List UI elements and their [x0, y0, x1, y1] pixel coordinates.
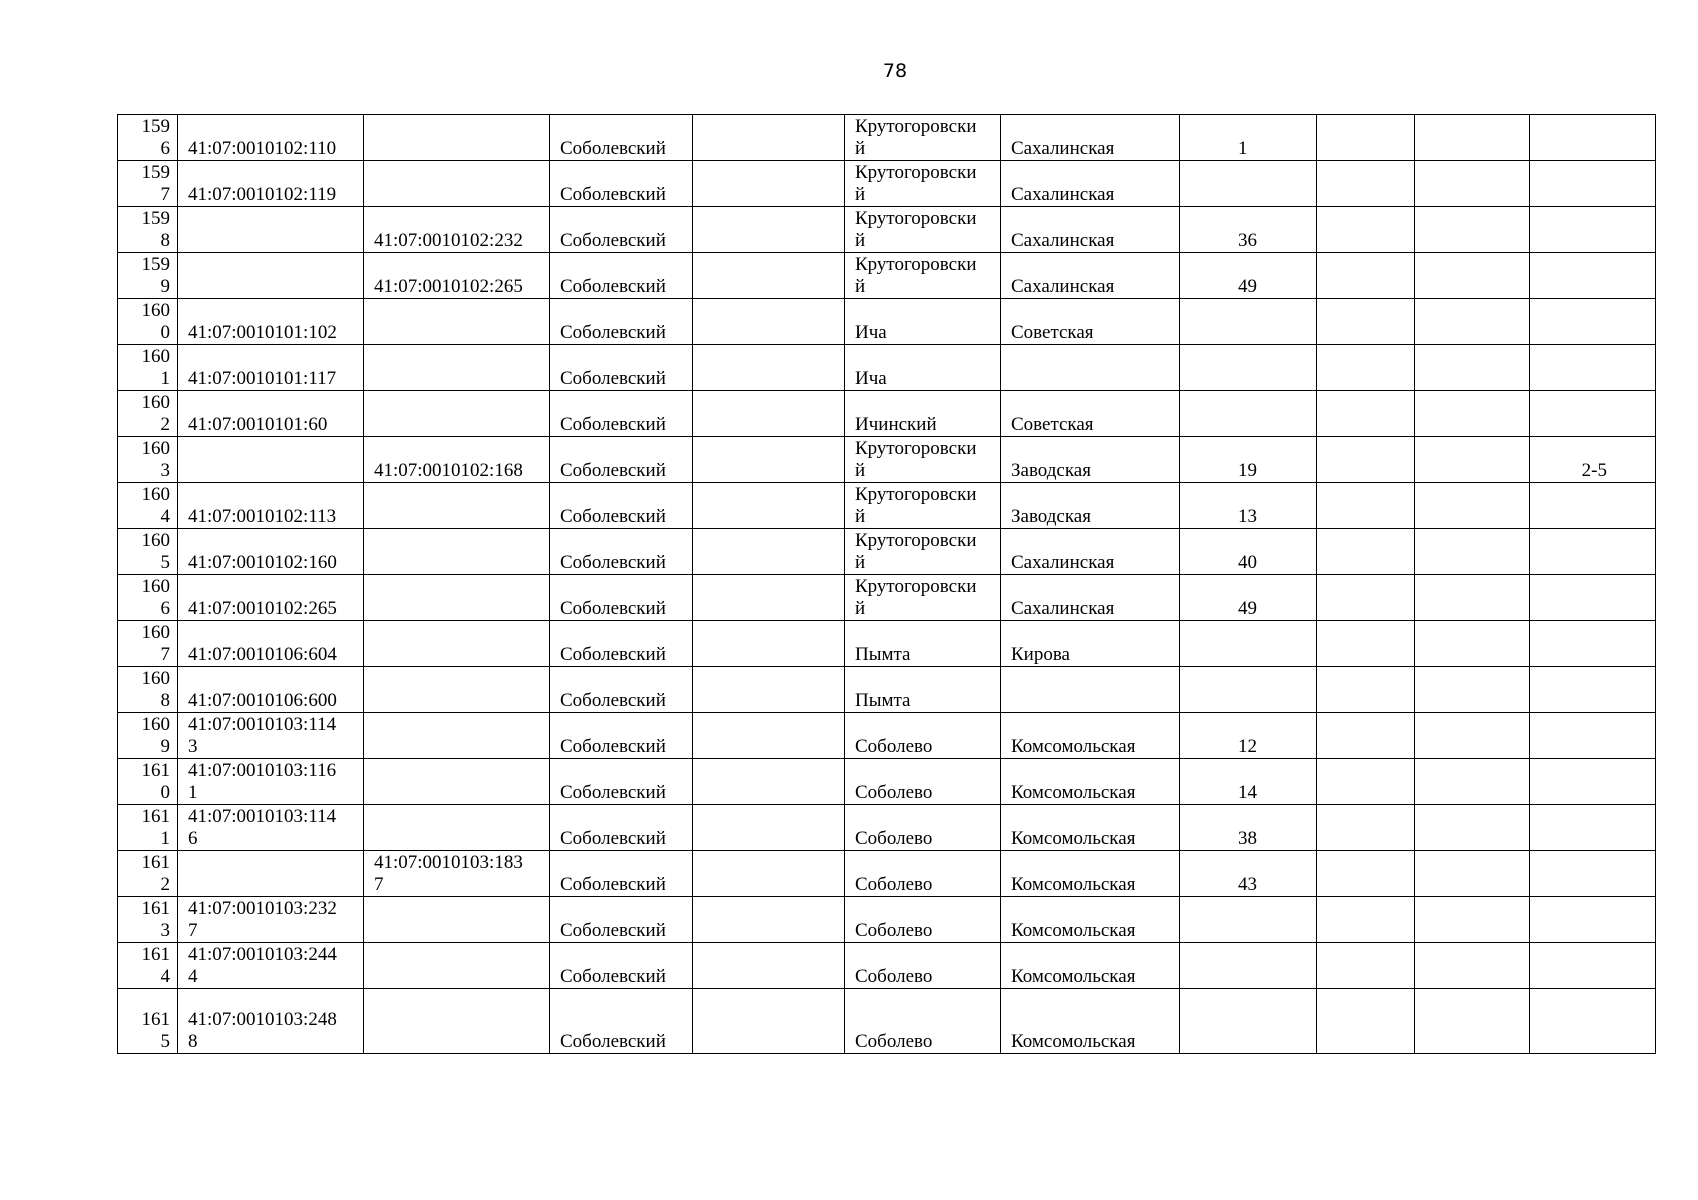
apartment-cell	[1530, 759, 1656, 805]
empty-cell	[693, 345, 845, 391]
house-number-cell: 1	[1180, 115, 1317, 161]
street-cell	[1001, 345, 1180, 391]
row-number-cell: 161 3	[118, 897, 178, 943]
house-number-cell: 36	[1180, 207, 1317, 253]
apartment-cell	[1530, 299, 1656, 345]
empty-cell	[1317, 851, 1415, 897]
empty-cell	[1415, 575, 1530, 621]
cadastral-number-cell: 41:07:0010103:248 8	[178, 989, 364, 1054]
empty-cell	[693, 529, 845, 575]
empty-cell	[693, 299, 845, 345]
building-cadastral-number-cell: 41:07:0010102:232	[364, 207, 550, 253]
house-number-cell	[1180, 989, 1317, 1054]
page-number: 78	[882, 60, 908, 82]
cadastral-number-cell: 41:07:0010103:114 6	[178, 805, 364, 851]
street-cell: Кирова	[1001, 621, 1180, 667]
street-cell: Советская	[1001, 299, 1180, 345]
empty-cell	[1415, 759, 1530, 805]
house-number-cell: 40	[1180, 529, 1317, 575]
street-cell: Комсомольская	[1001, 851, 1180, 897]
building-cadastral-number-cell	[364, 299, 550, 345]
building-cadastral-number-cell: 41:07:0010102:168	[364, 437, 550, 483]
house-number-cell	[1180, 943, 1317, 989]
settlement-cell: Крутогоровски й	[845, 253, 1001, 299]
cadastral-number-cell	[178, 253, 364, 299]
building-cadastral-number-cell	[364, 667, 550, 713]
building-cadastral-number-cell	[364, 345, 550, 391]
empty-cell	[1415, 667, 1530, 713]
building-cadastral-number-cell	[364, 713, 550, 759]
street-cell: Сахалинская	[1001, 253, 1180, 299]
table-row	[118, 115, 1656, 161]
street-cell: Заводская	[1001, 483, 1180, 529]
empty-cell	[1317, 391, 1415, 437]
empty-cell	[693, 897, 845, 943]
district-cell: Соболевский	[550, 897, 693, 943]
house-number-cell: 12	[1180, 713, 1317, 759]
empty-cell	[693, 667, 845, 713]
apartment-cell	[1530, 161, 1656, 207]
building-cadastral-number-cell	[364, 115, 550, 161]
house-number-cell: 49	[1180, 253, 1317, 299]
settlement-cell: Крутогоровски й	[845, 161, 1001, 207]
empty-cell	[1415, 161, 1530, 207]
house-number-cell	[1180, 621, 1317, 667]
district-cell: Соболевский	[550, 437, 693, 483]
street-cell: Заводская	[1001, 437, 1180, 483]
row-number-cell: 161 1	[118, 805, 178, 851]
empty-cell	[693, 391, 845, 437]
row-number-cell: 159 8	[118, 207, 178, 253]
empty-cell	[1415, 253, 1530, 299]
cadastral-number-cell	[178, 437, 364, 483]
house-number-cell: 13	[1180, 483, 1317, 529]
district-cell: Соболевский	[550, 621, 693, 667]
apartment-cell	[1530, 805, 1656, 851]
cadastral-number-cell: 41:07:0010103:232 7	[178, 897, 364, 943]
row-number-cell: 160 7	[118, 621, 178, 667]
settlement-cell: Крутогоровски й	[845, 437, 1001, 483]
street-cell: Сахалинская	[1001, 529, 1180, 575]
empty-cell	[1415, 943, 1530, 989]
empty-cell	[1317, 299, 1415, 345]
empty-cell	[1317, 805, 1415, 851]
apartment-cell	[1530, 529, 1656, 575]
district-cell: Соболевский	[550, 253, 693, 299]
house-number-cell: 14	[1180, 759, 1317, 805]
street-cell: Комсомольская	[1001, 989, 1180, 1054]
apartment-cell	[1530, 253, 1656, 299]
street-cell: Комсомольская	[1001, 897, 1180, 943]
street-cell: Комсомольская	[1001, 713, 1180, 759]
apartment-cell	[1530, 575, 1656, 621]
building-cadastral-number-cell	[364, 897, 550, 943]
table-row	[118, 621, 1656, 667]
cadastral-number-cell: 41:07:0010106:604	[178, 621, 364, 667]
building-cadastral-number-cell	[364, 943, 550, 989]
house-number-cell: 43	[1180, 851, 1317, 897]
empty-cell	[1317, 667, 1415, 713]
row-number-cell: 159 7	[118, 161, 178, 207]
apartment-cell	[1530, 851, 1656, 897]
apartment-cell	[1530, 943, 1656, 989]
building-cadastral-number-cell	[364, 161, 550, 207]
apartment-cell	[1530, 713, 1656, 759]
street-cell: Комсомольская	[1001, 805, 1180, 851]
house-number-cell	[1180, 345, 1317, 391]
row-number-cell: 159 9	[118, 253, 178, 299]
empty-cell	[693, 161, 845, 207]
table-row	[118, 667, 1656, 713]
district-cell: Соболевский	[550, 299, 693, 345]
cadastral-number-cell: 41:07:0010102:113	[178, 483, 364, 529]
table-row	[118, 897, 1656, 943]
street-cell: Сахалинская	[1001, 115, 1180, 161]
empty-cell	[1415, 299, 1530, 345]
empty-cell	[1415, 851, 1530, 897]
street-cell: Советская	[1001, 391, 1180, 437]
row-number-cell: 160 6	[118, 575, 178, 621]
empty-cell	[1317, 529, 1415, 575]
table-row	[118, 575, 1656, 621]
empty-cell	[1317, 943, 1415, 989]
empty-cell	[1415, 713, 1530, 759]
street-cell	[1001, 667, 1180, 713]
apartment-cell	[1530, 621, 1656, 667]
table-row	[118, 851, 1656, 897]
house-number-cell	[1180, 667, 1317, 713]
building-cadastral-number-cell	[364, 575, 550, 621]
street-cell: Комсомольская	[1001, 943, 1180, 989]
empty-cell	[1415, 989, 1530, 1054]
empty-cell	[1317, 713, 1415, 759]
settlement-cell: Соболево	[845, 897, 1001, 943]
apartment-cell	[1530, 667, 1656, 713]
empty-cell	[1317, 437, 1415, 483]
district-cell: Соболевский	[550, 345, 693, 391]
empty-cell	[1317, 345, 1415, 391]
district-cell: Соболевский	[550, 805, 693, 851]
apartment-cell: 2-5	[1530, 437, 1656, 483]
table-row	[118, 253, 1656, 299]
empty-cell	[693, 943, 845, 989]
house-number-cell	[1180, 897, 1317, 943]
cadastral-number-cell: 41:07:0010106:600	[178, 667, 364, 713]
district-cell: Соболевский	[550, 713, 693, 759]
empty-cell	[1317, 621, 1415, 667]
row-number-cell: 161 5	[118, 989, 178, 1054]
district-cell: Соболевский	[550, 207, 693, 253]
table-row	[118, 299, 1656, 345]
district-cell: Соболевский	[550, 851, 693, 897]
street-cell: Комсомольская	[1001, 759, 1180, 805]
empty-cell	[693, 483, 845, 529]
cadastral-number-cell: 41:07:0010102:265	[178, 575, 364, 621]
table-row	[118, 989, 1656, 1054]
settlement-cell: Ичинский	[845, 391, 1001, 437]
row-number-cell: 160 3	[118, 437, 178, 483]
empty-cell	[693, 207, 845, 253]
apartment-cell	[1530, 897, 1656, 943]
table-row	[118, 345, 1656, 391]
empty-cell	[1317, 161, 1415, 207]
empty-cell	[1415, 483, 1530, 529]
cadastral-number-cell: 41:07:0010102:119	[178, 161, 364, 207]
building-cadastral-number-cell	[364, 621, 550, 667]
settlement-cell: Пымта	[845, 621, 1001, 667]
settlement-cell: Соболево	[845, 851, 1001, 897]
settlement-cell: Соболево	[845, 713, 1001, 759]
table-row	[118, 483, 1656, 529]
empty-cell	[1415, 437, 1530, 483]
empty-cell	[693, 805, 845, 851]
cadastral-number-cell	[178, 207, 364, 253]
empty-cell	[693, 851, 845, 897]
empty-cell	[693, 437, 845, 483]
table-row	[118, 805, 1656, 851]
street-cell: Сахалинская	[1001, 575, 1180, 621]
empty-cell	[1415, 115, 1530, 161]
house-number-cell	[1180, 299, 1317, 345]
settlement-cell: Крутогоровски й	[845, 529, 1001, 575]
building-cadastral-number-cell	[364, 759, 550, 805]
building-cadastral-number-cell	[364, 989, 550, 1054]
district-cell: Соболевский	[550, 483, 693, 529]
street-cell: Сахалинская	[1001, 207, 1180, 253]
settlement-cell: Крутогоровски й	[845, 115, 1001, 161]
settlement-cell: Соболево	[845, 989, 1001, 1054]
cadastral-number-cell: 41:07:0010103:244 4	[178, 943, 364, 989]
district-cell: Соболевский	[550, 161, 693, 207]
settlement-cell: Соболево	[845, 943, 1001, 989]
district-cell: Соболевский	[550, 989, 693, 1054]
district-cell: Соболевский	[550, 115, 693, 161]
row-number-cell: 160 8	[118, 667, 178, 713]
building-cadastral-number-cell	[364, 805, 550, 851]
street-cell: Сахалинская	[1001, 161, 1180, 207]
apartment-cell	[1530, 345, 1656, 391]
house-number-cell: 19	[1180, 437, 1317, 483]
house-number-cell	[1180, 161, 1317, 207]
settlement-cell: Соболево	[845, 805, 1001, 851]
cadastral-number-cell	[178, 851, 364, 897]
table-row	[118, 713, 1656, 759]
settlement-cell: Крутогоровски й	[845, 575, 1001, 621]
district-cell: Соболевский	[550, 943, 693, 989]
cadastral-number-cell: 41:07:0010101:60	[178, 391, 364, 437]
empty-cell	[693, 713, 845, 759]
building-cadastral-number-cell	[364, 391, 550, 437]
building-cadastral-number-cell	[364, 529, 550, 575]
settlement-cell: Соболево	[845, 759, 1001, 805]
table-row	[118, 207, 1656, 253]
table-row	[118, 759, 1656, 805]
row-number-cell: 160 1	[118, 345, 178, 391]
district-cell: Соболевский	[550, 529, 693, 575]
apartment-cell	[1530, 483, 1656, 529]
registry-table	[117, 114, 1656, 1054]
empty-cell	[1317, 253, 1415, 299]
house-number-cell: 38	[1180, 805, 1317, 851]
apartment-cell	[1530, 207, 1656, 253]
table-row	[118, 437, 1656, 483]
row-number-cell: 160 5	[118, 529, 178, 575]
settlement-cell: Ича	[845, 345, 1001, 391]
empty-cell	[693, 621, 845, 667]
house-number-cell: 49	[1180, 575, 1317, 621]
cadastral-number-cell: 41:07:0010103:114 3	[178, 713, 364, 759]
building-cadastral-number-cell: 41:07:0010103:183 7	[364, 851, 550, 897]
apartment-cell	[1530, 391, 1656, 437]
empty-cell	[1317, 483, 1415, 529]
building-cadastral-number-cell: 41:07:0010102:265	[364, 253, 550, 299]
apartment-cell	[1530, 989, 1656, 1054]
table-row	[118, 943, 1656, 989]
empty-cell	[1415, 621, 1530, 667]
empty-cell	[1317, 207, 1415, 253]
empty-cell	[693, 759, 845, 805]
row-number-cell: 160 9	[118, 713, 178, 759]
building-cadastral-number-cell	[364, 483, 550, 529]
table-row	[118, 529, 1656, 575]
row-number-cell: 160 0	[118, 299, 178, 345]
row-number-cell: 161 0	[118, 759, 178, 805]
empty-cell	[1415, 391, 1530, 437]
district-cell: Соболевский	[550, 667, 693, 713]
table-row	[118, 391, 1656, 437]
table-row	[118, 161, 1656, 207]
district-cell: Соболевский	[550, 575, 693, 621]
empty-cell	[1415, 897, 1530, 943]
empty-cell	[1415, 207, 1530, 253]
settlement-cell: Пымта	[845, 667, 1001, 713]
cadastral-number-cell: 41:07:0010103:116 1	[178, 759, 364, 805]
cadastral-number-cell: 41:07:0010101:102	[178, 299, 364, 345]
empty-cell	[1415, 805, 1530, 851]
district-cell: Соболевский	[550, 391, 693, 437]
row-number-cell: 161 4	[118, 943, 178, 989]
apartment-cell	[1530, 115, 1656, 161]
settlement-cell: Крутогоровски й	[845, 207, 1001, 253]
row-number-cell: 159 6	[118, 115, 178, 161]
cadastral-number-cell: 41:07:0010101:117	[178, 345, 364, 391]
settlement-cell: Ича	[845, 299, 1001, 345]
empty-cell	[693, 115, 845, 161]
empty-cell	[693, 989, 845, 1054]
empty-cell	[693, 253, 845, 299]
row-number-cell: 160 4	[118, 483, 178, 529]
empty-cell	[1317, 897, 1415, 943]
empty-cell	[1317, 989, 1415, 1054]
district-cell: Соболевский	[550, 759, 693, 805]
empty-cell	[1415, 529, 1530, 575]
registry-body	[118, 115, 1656, 1054]
cadastral-number-cell: 41:07:0010102:160	[178, 529, 364, 575]
empty-cell	[1317, 575, 1415, 621]
settlement-cell: Крутогоровски й	[845, 483, 1001, 529]
house-number-cell	[1180, 391, 1317, 437]
empty-cell	[1317, 115, 1415, 161]
empty-cell	[1415, 345, 1530, 391]
row-number-cell: 160 2	[118, 391, 178, 437]
row-number-cell: 161 2	[118, 851, 178, 897]
empty-cell	[1317, 759, 1415, 805]
cadastral-number-cell: 41:07:0010102:110	[178, 115, 364, 161]
empty-cell	[693, 575, 845, 621]
